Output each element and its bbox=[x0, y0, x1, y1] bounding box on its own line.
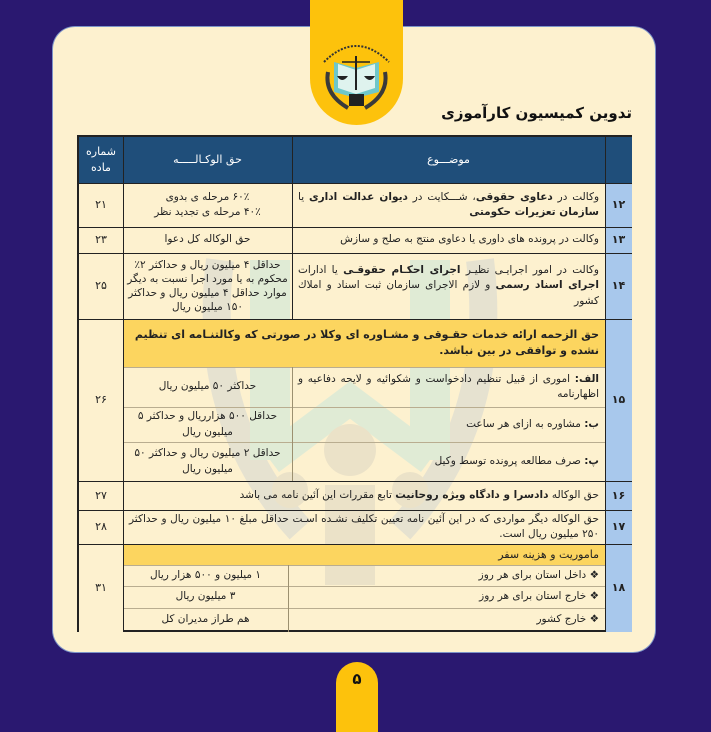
sub-row-divider bbox=[123, 407, 605, 408]
text: خارج كشور bbox=[536, 613, 587, 626]
sub-item-fee: ۱ ميليون و ۵۰۰ هزار ريال bbox=[149, 568, 262, 581]
column-divider bbox=[288, 565, 289, 632]
row-fee: حق الوكاله كل دعوا bbox=[164, 233, 251, 246]
row-article: ۲۶ bbox=[79, 319, 123, 481]
row-divider bbox=[79, 253, 632, 254]
header-subject: موضـــوع bbox=[292, 137, 605, 183]
diamond-bullet-icon: ❖ bbox=[586, 590, 599, 603]
logo-tab bbox=[310, 0, 403, 125]
sub-item-fee: ۳ ميليون ريال bbox=[175, 590, 236, 603]
diamond-bullet-icon: ❖ bbox=[586, 568, 599, 581]
header-article-line1: شماره bbox=[86, 145, 117, 159]
row-subject bbox=[292, 253, 605, 319]
sub-item-subject bbox=[292, 367, 605, 407]
sub-item-subject bbox=[288, 586, 605, 608]
sub-row-divider bbox=[123, 442, 605, 443]
row-divider bbox=[79, 319, 632, 320]
header-row-no bbox=[605, 137, 632, 183]
bold-text: اجرای اسناد رسمی bbox=[495, 279, 600, 292]
fee-line: ۶۰٪ مرحله ی بدوی bbox=[165, 190, 250, 203]
sub-item-subject bbox=[292, 442, 605, 481]
row-article: ۳۱ bbox=[79, 544, 123, 632]
sub-row-divider bbox=[123, 608, 605, 609]
row-article: ۲۳ bbox=[79, 227, 123, 253]
row-number: ۱۳ bbox=[605, 227, 632, 253]
header-fee: حق الوكـالـــــه bbox=[123, 137, 292, 183]
row-divider bbox=[79, 544, 632, 545]
item-label: پ: bbox=[584, 454, 599, 467]
row-divider bbox=[79, 481, 632, 482]
bold-text: دادسرا و دادگاه ويژه روحانيت bbox=[395, 488, 549, 501]
row-number: ۱۶ bbox=[605, 481, 632, 510]
page-number-badge: ۵ bbox=[336, 662, 378, 732]
row-number: ۱۴ bbox=[605, 253, 632, 319]
text: داخل استان برای هر روز bbox=[478, 568, 587, 581]
sub-item-fee: حداقل ۵۰۰ هزارريال و حداكثر ۵ میلیون ریال bbox=[137, 410, 278, 438]
text: يا bbox=[298, 190, 309, 203]
row-subject: حق الوكاله ديگر مواردی كه در اين آئين نامه تعيين تكليف نشـده اسـت حداقل مبلغ ۱۰ میلیون ریال و حداكثر ۲۵۰ میلیون ریال است. bbox=[129, 512, 599, 540]
row-number: ۱۲ bbox=[605, 183, 632, 227]
sub-item-fee: حداكثر ۵۰ میلیون ریال bbox=[158, 380, 257, 393]
text: حق الوكاله bbox=[548, 488, 599, 501]
sub-item-subject bbox=[292, 407, 605, 442]
row-fee bbox=[123, 183, 292, 227]
bold-text: دعاوی حقوقی bbox=[475, 190, 553, 203]
row-number: ۱۵ bbox=[605, 319, 632, 481]
text: خارج استان برای هر روز bbox=[479, 590, 587, 603]
row-article: ۲۸ bbox=[79, 510, 123, 544]
text: يا ادارات bbox=[298, 264, 344, 277]
column-divider bbox=[123, 137, 124, 632]
text: وكالت در امور اجرايـی نظيـر bbox=[460, 264, 599, 277]
page-title: تدوین کمیسیون کارآموزی bbox=[441, 104, 632, 122]
sub-item-fee: هم طراز مديران كل bbox=[161, 613, 250, 626]
text: صرف مطالعه پرونده توسط وكيل bbox=[434, 454, 585, 467]
sub-row-divider bbox=[123, 565, 605, 566]
item-label: الف: bbox=[574, 372, 599, 385]
sub-item-subject bbox=[288, 565, 605, 586]
bold-text: اجرای احكـام حقوقـی bbox=[343, 264, 461, 277]
section-title: حق الزحمه ارائه خدمات حقـوقی و مشـاوره ای وكلا در صورتی كه وكالتنـامه ای تنظيم نشده و توافقی در بين نباشد. bbox=[123, 319, 605, 367]
text: تابع مقررات اين آئين نامه می باشد bbox=[239, 488, 396, 501]
text: و لازم الاجرای سازمان ثبت اسناد و املاك كشور bbox=[298, 279, 599, 307]
text: ، شـــكايت در bbox=[407, 190, 476, 203]
text: وكالت در bbox=[552, 190, 600, 203]
row-article: ۲۵ bbox=[79, 253, 123, 319]
fee-table bbox=[77, 135, 632, 632]
item-label: ب: bbox=[584, 417, 599, 430]
sub-item-subject bbox=[288, 608, 605, 632]
bold-text: سازمان تعزيرات حكومتی bbox=[469, 206, 599, 218]
row-divider bbox=[79, 510, 632, 511]
diamond-bullet-icon: ❖ bbox=[586, 613, 599, 626]
row-number: ۱۸ bbox=[605, 544, 632, 632]
bold-text: ديوان عدالت اداری bbox=[308, 190, 408, 203]
sub-item-fee: حداقل ۲ میلیون ریال و حداكثر ۵۰ میلیون ریال bbox=[134, 447, 281, 475]
row-subject: وكالت در پرونده های داوری یا دعاوی منتج به صلح و سازش bbox=[340, 233, 599, 246]
fee-line: ۴۰٪ مرحله ی تجدید نظر bbox=[154, 206, 261, 218]
row-divider bbox=[79, 227, 632, 228]
header-article bbox=[79, 137, 123, 183]
column-divider bbox=[292, 137, 293, 319]
header-article-line2: ماده bbox=[91, 161, 111, 174]
column-divider bbox=[292, 367, 293, 481]
row-subject bbox=[292, 183, 605, 227]
row-number: ۱۷ bbox=[605, 510, 632, 544]
row-fee: حداقل ۴ میلیون ریال و حداكثر ۲٪ محكوم به يا مورد اجرا نسبت به ديگر موارد حداقل ۴ میلیون ریال و حداكثر ۱۵۰ میلیون ریال bbox=[127, 258, 288, 314]
bar-association-logo-icon bbox=[318, 32, 395, 117]
row-article: ۲۷ bbox=[79, 481, 123, 510]
column-divider bbox=[605, 137, 606, 632]
row-article: ۲۱ bbox=[79, 183, 123, 227]
section-title: ماموريت و هزينه سفر bbox=[123, 544, 605, 565]
sub-row-divider bbox=[123, 586, 605, 587]
sub-row-divider bbox=[123, 367, 605, 368]
text: مشاوره به ازای هر ساعت bbox=[466, 417, 585, 430]
text: اموری از قبيل تنظيم دادخواست و شكوائيه و لايحه دفاعيه و اظهارنامه bbox=[298, 372, 599, 400]
row-subject bbox=[123, 481, 605, 510]
row-divider bbox=[79, 183, 632, 184]
